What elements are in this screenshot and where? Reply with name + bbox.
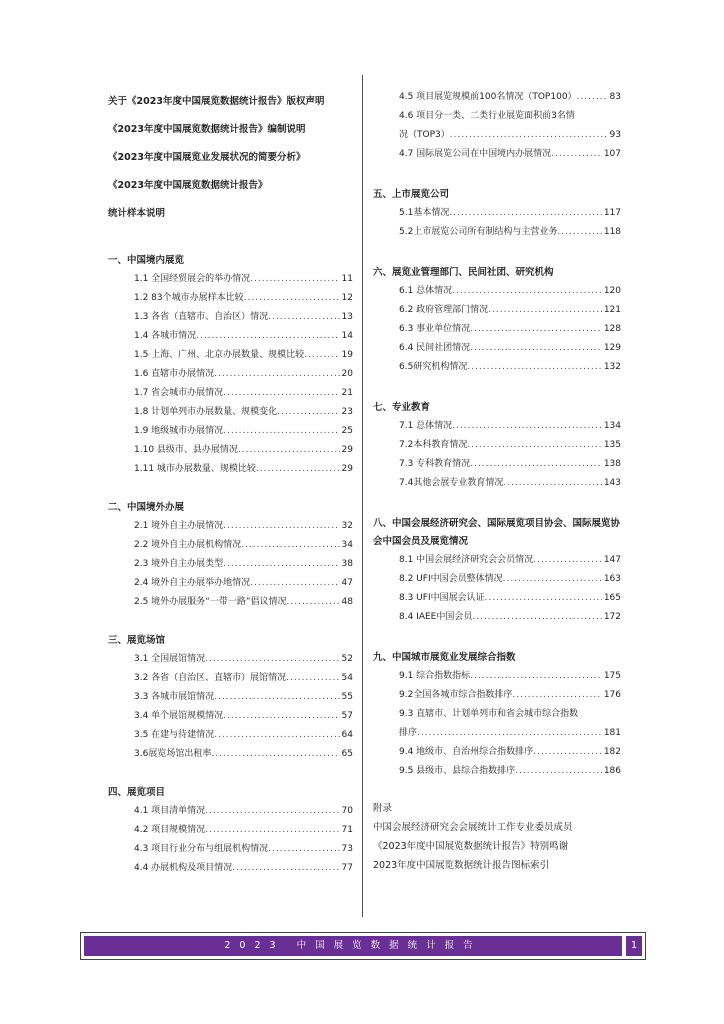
leader-dots (304, 346, 339, 365)
toc-entry[interactable] (373, 358, 621, 377)
toc-entry-page: 132 (603, 362, 621, 372)
toc-entry-label: 3.1 全国展馆情况 (134, 654, 206, 664)
leader-dots (488, 301, 602, 320)
toc-entry-page: 14 (341, 331, 353, 341)
toc-entry-page: 47 (341, 578, 353, 588)
toc-entry[interactable] (108, 593, 353, 612)
toc-entry-label: 8.3 UFI中国展会认证 (399, 593, 485, 603)
leader-dots (244, 289, 340, 308)
toc-entry-page: 163 (603, 574, 621, 584)
toc-entry[interactable] (373, 282, 621, 301)
toc-entry-label: 6.2 政府管理部门情况 (399, 305, 489, 315)
toc-entry-label: 6.3 事业单位情况 (399, 324, 471, 334)
section-heading[interactable]: 二、中国境外办展 (108, 502, 185, 513)
toc-entry[interactable] (373, 436, 621, 455)
toc-entry[interactable] (373, 223, 621, 242)
toc-entry-page: 165 (603, 593, 621, 603)
toc-entry-page: 21 (341, 388, 353, 398)
toc-entry-page: 55 (341, 692, 353, 702)
toc-entry-page: 118 (603, 227, 621, 237)
toc-entry[interactable] (373, 455, 621, 474)
section-heading[interactable]: 一、中国境内展览 (108, 255, 185, 266)
toc-entry[interactable] (108, 422, 353, 441)
toc-entry[interactable] (108, 441, 353, 460)
toc-entry-page: 182 (603, 747, 621, 757)
toc-entry-label: 4.3 项目行业分布与组展机构情况 (134, 844, 269, 854)
toc-entry-label: 7.4其他会展专业教育情况 (399, 478, 504, 488)
toc-entry-page: 57 (341, 711, 353, 721)
toc-entry-label-cont: 况（TOP3） (399, 130, 450, 140)
toc-entry-page: 20 (341, 369, 353, 379)
toc-entry-label: 1.7 省会城市办展情况 (134, 388, 224, 398)
leader-dots (557, 223, 601, 242)
toc-entry-page: 117 (603, 208, 621, 218)
toc-entry-label: 6.5研究机构情况 (399, 362, 468, 372)
toc-entry[interactable] (108, 555, 353, 574)
toc-entry-label: 1.11 城市办展数量、规模比较 (134, 464, 256, 474)
toc-entry-label: 7.3 专科教育情况 (399, 459, 471, 469)
toc-entry-label: 3.5 在建与待建情况 (134, 730, 215, 740)
toc-entry[interactable] (373, 762, 621, 781)
leader-dots (250, 270, 339, 289)
toc-entry-label: 8.1 中国会展经济研究会会员情况 (399, 555, 534, 565)
toc-entry-label: 3.6展览场馆出租率 (134, 749, 212, 759)
toc-entry-label: 1.4 各城市情况 (134, 331, 197, 341)
toc-entry-label: 1.8 计划单列市办展数量、规模变化 (134, 407, 278, 417)
toc-entry-label: 2.2 境外自主办展机构情况 (134, 540, 242, 550)
toc-left-column (108, 88, 353, 878)
toc-entry[interactable] (373, 551, 621, 570)
leader-dots (515, 762, 602, 781)
leader-dots (205, 821, 339, 840)
leader-dots (467, 358, 601, 377)
toc-entry-label: 4.7 国际展览公司在中国境内办展情况 (399, 149, 552, 159)
toc-entry-label: 2.5 境外办展服务“一带一路”倡议情况 (134, 597, 287, 607)
toc-entry[interactable] (373, 301, 621, 320)
leader-dots (503, 474, 601, 493)
leader-dots (223, 517, 339, 536)
leader-dots (470, 320, 602, 339)
toc-entry-page: 129 (603, 343, 621, 353)
toc-entry-page: 175 (603, 671, 621, 681)
toc-entry-label: 1.6 直辖市办展情况 (134, 369, 215, 379)
leader-dots (250, 574, 339, 593)
page-footer (80, 932, 646, 960)
toc-entry-page: 19 (341, 350, 353, 360)
leader-dots (485, 589, 602, 608)
toc-entry-label: 9.1 综合指数指标 (399, 671, 471, 681)
toc-entry[interactable] (373, 686, 621, 705)
leader-dots (232, 859, 339, 878)
toc-entry[interactable] (108, 384, 353, 403)
toc-entry-label: 9.4 地级市、自治州综合指数排序 (399, 747, 534, 757)
toc-entry-page: 13 (341, 312, 353, 322)
toc-entry-page: 147 (603, 555, 621, 565)
leader-dots (533, 551, 602, 570)
toc-entry[interactable] (108, 365, 353, 384)
toc-entry[interactable] (108, 403, 353, 422)
toc-entry[interactable] (108, 802, 353, 821)
toc-entry-label: 1.2 83个城市办展样本比较 (134, 293, 244, 303)
toc-entry-page: 25 (341, 426, 353, 436)
toc-entry-label: 4.2 项目规模情况 (134, 825, 206, 835)
leader-dots (470, 455, 602, 474)
toc-entry-page: 83 (609, 92, 621, 102)
toc-entry-page: 172 (603, 612, 621, 622)
toc-entry[interactable] (108, 536, 353, 555)
toc-entry-page: 134 (603, 421, 621, 431)
toc-entry[interactable] (373, 608, 621, 627)
leader-dots (205, 802, 339, 821)
toc-entry[interactable] (108, 688, 353, 707)
toc-entry-page: 176 (603, 690, 621, 700)
toc-entry-label: 4.1 项目清单情况 (134, 806, 206, 816)
toc-entry[interactable] (373, 339, 621, 358)
leader-dots (214, 688, 339, 707)
leader-dots (238, 441, 340, 460)
section-heading[interactable]: 七、专业教育 (373, 402, 431, 413)
toc-entry-label: 9.5 县级市、县综合指数排序 (399, 766, 516, 776)
toc-entry[interactable] (108, 726, 353, 745)
leader-dots (214, 365, 339, 384)
toc-entry-label: 3.3 各城市展馆情况 (134, 692, 215, 702)
leader-dots (205, 650, 339, 669)
toc-entry-page: 71 (341, 825, 353, 835)
section-heading[interactable]: 四、展览项目 (108, 787, 166, 798)
toc-entry-label: 1.3 各省（直辖市、自治区）情况 (134, 312, 269, 322)
right-top-entries (373, 88, 621, 164)
toc-entry-page: 121 (603, 305, 621, 315)
leader-dots (417, 724, 602, 743)
toc-entry-page: 34 (341, 540, 353, 550)
toc-entry[interactable] (373, 474, 621, 493)
leader-dots (223, 422, 339, 441)
section-heading[interactable]: 八、中国会展经济研究会、国际展览项目协会、国际展览协会中国会员及展览情况 (373, 518, 621, 547)
toc-entry-page: 143 (603, 478, 621, 488)
toc-entry-label: 2.4 境外自主办展举办地情况 (134, 578, 251, 588)
toc-entry[interactable] (373, 107, 621, 145)
toc-entry[interactable] (108, 574, 353, 593)
leader-dots (241, 536, 339, 555)
toc-entry[interactable] (373, 204, 621, 223)
toc-entry-label: 4.4 办展机构及项目情况 (134, 863, 233, 873)
section-heading[interactable]: 五、上市展览公司 (373, 189, 450, 200)
toc-entry[interactable] (373, 145, 621, 164)
toc-entry-page: 128 (603, 324, 621, 334)
toc-entry-label: 4.6 项目分一类、二类行业展览面积前3名情 (399, 111, 575, 121)
appendix-item[interactable]: 《2023年度中国展览数据统计报告》特别鸣谢 (373, 841, 569, 852)
toc-entry-label: 1.9 地级城市办展情况 (134, 426, 224, 436)
leader-dots (467, 436, 601, 455)
toc-entry-page: 65 (341, 749, 353, 759)
toc-entry-label: 5.2上市展览公司所有制结构与主营业务 (399, 227, 558, 237)
toc-entry[interactable] (108, 327, 353, 346)
toc-entry-page: 70 (341, 806, 353, 816)
leader-dots (551, 145, 602, 164)
toc-right-column (373, 88, 621, 875)
toc-entry-label: 2.1 境外自主办展情况 (134, 521, 224, 531)
leader-dots (223, 707, 339, 726)
toc-entry[interactable] (108, 517, 353, 536)
toc-entry-label: 8.2 UFI中国会员整体情况 (399, 574, 503, 584)
leader-dots (452, 282, 602, 301)
toc-entry[interactable] (108, 745, 353, 764)
toc-entry[interactable] (108, 650, 353, 669)
appendix-item[interactable]: 2023年度中国展览数据统计报告图标索引 (373, 860, 550, 871)
toc-entry-row (399, 126, 621, 145)
leader-dots (577, 88, 608, 107)
leader-dots (214, 726, 339, 745)
toc-entry-page: 93 (609, 130, 621, 140)
leader-dots (472, 608, 601, 627)
leader-dots (452, 417, 602, 436)
front-item[interactable]: 统计样本说明 (108, 208, 166, 219)
leader-dots (223, 384, 339, 403)
toc-entry-label-cont: 排序 (399, 728, 418, 738)
leader-dots (470, 667, 602, 686)
leader-dots (503, 570, 602, 589)
footer-title: 2023 中国展览数据统计报告 (84, 936, 622, 956)
toc-entry[interactable] (108, 859, 353, 878)
toc-entry[interactable] (373, 320, 621, 339)
toc-entry-page: 48 (341, 597, 353, 607)
toc-entry[interactable] (373, 705, 621, 743)
toc-entry-page: 29 (341, 445, 353, 455)
toc-entry-label: 3.2 各省（自治区、直辖市）展馆情况 (134, 673, 287, 683)
toc-entry-page: 120 (603, 286, 621, 296)
toc-entry[interactable] (373, 417, 621, 436)
toc-entry-page: 77 (341, 863, 353, 873)
toc-entry-page: 181 (603, 728, 621, 738)
front-item[interactable]: 《2023年度中国展览数据统计报告》编制说明 (108, 124, 306, 135)
toc-entry-page: 64 (341, 730, 353, 740)
toc-entry-label: 5.1基本情况 (399, 208, 450, 218)
toc-entry-page: 186 (603, 766, 621, 776)
toc-entry-label: 7.2本科教育情况 (399, 440, 468, 450)
front-item[interactable]: 《2023年度中国展览业发展状况的简要分析》 (108, 152, 306, 163)
leader-dots (512, 686, 601, 705)
toc-entry-row (399, 724, 621, 743)
toc-entry-page: 12 (341, 293, 353, 303)
appendix-heading: 附录 (373, 803, 393, 814)
leader-dots (286, 669, 339, 688)
toc-entry-label: 1.10 县级市、县办展情况 (134, 445, 238, 455)
appendix-item[interactable]: 中国会展经济研究会会展统计工作专业委员成员 (373, 822, 573, 833)
section-heading[interactable]: 六、展览业管理部门、民间社团、研究机构 (373, 267, 554, 278)
toc-entry-label: 6.4 民间社团情况 (399, 343, 471, 353)
toc-entry-label: 9.2全国各城市综合指数排序 (399, 690, 513, 700)
toc-entry[interactable] (108, 270, 353, 289)
toc-entry-page: 138 (603, 459, 621, 469)
leader-dots (268, 308, 339, 327)
leader-dots (449, 204, 601, 223)
toc-entry[interactable] (373, 667, 621, 686)
toc-entry[interactable] (373, 743, 621, 762)
toc-entry-page: 73 (341, 844, 353, 854)
leader-dots (450, 126, 608, 145)
toc-entry-label: 1.1 全国经贸展会的举办情况 (134, 274, 251, 284)
toc-entry-page: 38 (341, 559, 353, 569)
toc-entry-page: 54 (341, 673, 353, 683)
front-item[interactable]: 《2023年度中国展览数据统计报告》 (108, 180, 268, 191)
toc-entry-page: 11 (341, 274, 353, 284)
toc-entry[interactable] (108, 707, 353, 726)
leader-dots (211, 745, 339, 764)
toc-entry-label: 6.1 总体情况 (399, 286, 453, 296)
toc-entry-label: 3.4 单个展馆规模情况 (134, 711, 224, 721)
section-heading[interactable]: 三、展览场馆 (108, 635, 166, 646)
toc-entry[interactable] (108, 289, 353, 308)
toc-entry[interactable] (108, 840, 353, 859)
toc-entry-page: 32 (341, 521, 353, 531)
page-number: 1 (626, 936, 642, 956)
toc-entry-page: 107 (603, 149, 621, 159)
toc-entry-page: 23 (341, 407, 353, 417)
toc-entry-label: 1.5 上海、广州、北京办展数量、规模比较 (134, 350, 305, 360)
toc-entry[interactable] (373, 589, 621, 608)
left-sections (108, 252, 353, 878)
section-heading[interactable]: 九、中国城市展览业发展综合指数 (373, 652, 516, 663)
leader-dots (223, 555, 339, 574)
column-divider (362, 75, 363, 917)
leader-dots (470, 339, 602, 358)
front-item[interactable]: 关于《2023年度中国展览数据统计报告》版权声明 (108, 96, 325, 107)
leader-dots (277, 403, 339, 422)
toc-entry[interactable] (108, 346, 353, 365)
toc-entry-label: 7.1 总体情况 (399, 421, 453, 431)
toc-entry-label: 9.3 直辖市、计划单列市和省会城市综合指数 (399, 709, 579, 719)
toc-entry-label: 2.3 境外自主办展类型 (134, 559, 224, 569)
toc-entry-page: 52 (341, 654, 353, 664)
toc-entry[interactable] (108, 821, 353, 840)
leader-dots (196, 327, 339, 346)
toc-entry[interactable] (108, 308, 353, 327)
toc-entry-page: 29 (341, 464, 353, 474)
leader-dots (256, 460, 340, 479)
toc-entry[interactable] (373, 88, 621, 107)
toc-entry-label: 8.4 IAEE中国会员 (399, 612, 473, 622)
toc-entry[interactable] (108, 460, 353, 479)
toc-entry[interactable] (108, 669, 353, 688)
toc-entry-page: 135 (603, 440, 621, 450)
leader-dots (287, 593, 340, 612)
leader-dots (533, 743, 602, 762)
right-sections (373, 186, 621, 781)
toc-entry-label: 4.5 项目展览规模前100名情况（TOP100） (399, 92, 577, 102)
toc-entry[interactable] (373, 570, 621, 589)
leader-dots (268, 840, 339, 859)
